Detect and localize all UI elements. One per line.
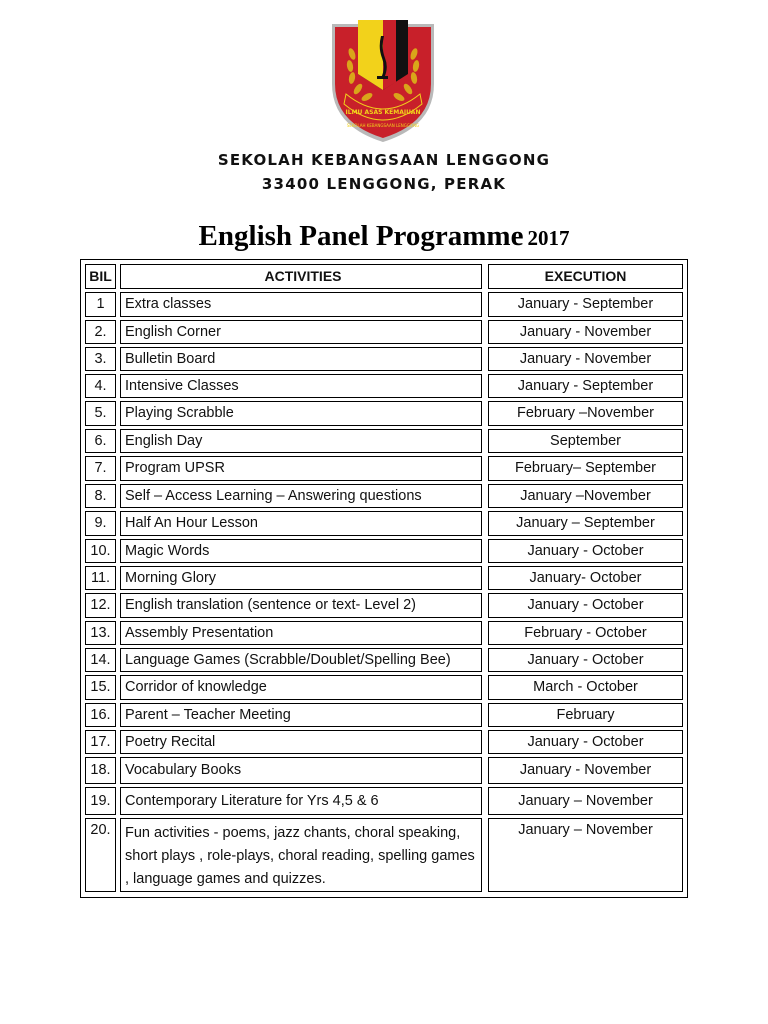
row-11-execution: January- October [488,566,683,590]
row-2-activity: English Corner [120,320,482,344]
row-12-execution: January - October [488,593,683,618]
row-9-execution: January – September [488,511,683,536]
row-15-activity: Corridor of knowledge [120,675,482,700]
header-bil: BIL [85,264,116,289]
row-19-activity: Contemporary Literature for Yrs 4,5 & 6 [120,787,482,815]
row-9-activity: Half An Hour Lesson [120,511,482,536]
row-5-execution: February –November [488,401,683,426]
row-5-activity: Playing Scrabble [120,401,482,426]
row-11-bil: 11. [85,566,116,590]
row-12-activity: English translation (sentence or text- Level 2) [120,593,482,618]
school-name: SEKOLAH KEBANGSAAN LENGGONG [217,151,551,169]
row-1-execution: January - September [488,292,683,317]
row-2-execution: January - November [488,320,683,344]
row-10-activity: Magic Words [120,539,482,563]
school-crest-logo [326,14,440,146]
row-16-execution: February [488,703,683,727]
header-activities: ACTIVITIES [120,264,482,289]
row-6-bil: 6. [85,429,116,453]
row-11-activity: Morning Glory [120,566,482,590]
row-7-activity: Program UPSR [120,456,482,481]
row-17-execution: January - October [488,730,683,754]
row-19-bil: 19. [85,787,116,815]
row-1-activity: Extra classes [120,292,482,317]
row-20-execution: January – November [488,818,683,892]
row-13-activity: Assembly Presentation [120,621,482,645]
row-8-bil: 8. [85,484,116,508]
row-10-execution: January - October [488,539,683,563]
row-16-activity: Parent – Teacher Meeting [120,703,482,727]
row-12-bil: 12. [85,593,116,618]
row-20-bil: 20. [85,818,116,892]
row-14-bil: 14. [85,648,116,672]
row-3-bil: 3. [85,347,116,371]
title-main: English Panel Programme [198,220,524,252]
row-6-activity: English Day [120,429,482,453]
row-3-activity: Bulletin Board [120,347,482,371]
row-3-execution: January - November [488,347,683,371]
row-13-bil: 13. [85,621,116,645]
row-7-bil: 7. [85,456,116,481]
row-14-activity: Language Games (Scrabble/Doublet/Spelling Bee) [120,648,482,672]
row-19-execution: January – November [488,787,683,815]
crest-motto: ILMU ASAS KEMAJUAN [345,109,421,116]
row-16-bil: 16. [85,703,116,727]
row-4-execution: January - September [488,374,683,398]
row-1-bil: 1 [85,292,116,317]
row-8-execution: January –November [488,484,683,508]
row-15-execution: March - October [488,675,683,700]
row-18-activity: Vocabulary Books [120,757,482,784]
row-8-activity: Self – Access Learning – Answering questions [120,484,482,508]
crest-subtext: SEKOLAH KEBANGSAAN LENGGONG [346,123,420,128]
row-7-execution: February– September [488,456,683,481]
row-20-activity: Fun activities - poems, jazz chants, choral speaking, short plays , role-plays, choral reading, spelling games , language games and quizzes. [120,818,482,892]
row-4-activity: Intensive Classes [120,374,482,398]
row-18-execution: January - November [488,757,683,784]
row-2-bil: 2. [85,320,116,344]
row-4-bil: 4. [85,374,116,398]
row-17-activity: Poetry Recital [120,730,482,754]
header-execution: EXECUTION [488,264,683,289]
row-10-bil: 10. [85,539,116,563]
row-9-bil: 9. [85,511,116,536]
row-17-bil: 17. [85,730,116,754]
row-14-execution: January - October [488,648,683,672]
row-5-bil: 5. [85,401,116,426]
row-13-execution: February - October [488,621,683,645]
row-6-execution: September [488,429,683,453]
title-year: 2017 [527,226,570,250]
row-15-bil: 15. [85,675,116,700]
document-title [0,220,768,253]
school-address: 33400 LENGGONG, PERAK [261,175,507,193]
row-18-bil: 18. [85,757,116,784]
